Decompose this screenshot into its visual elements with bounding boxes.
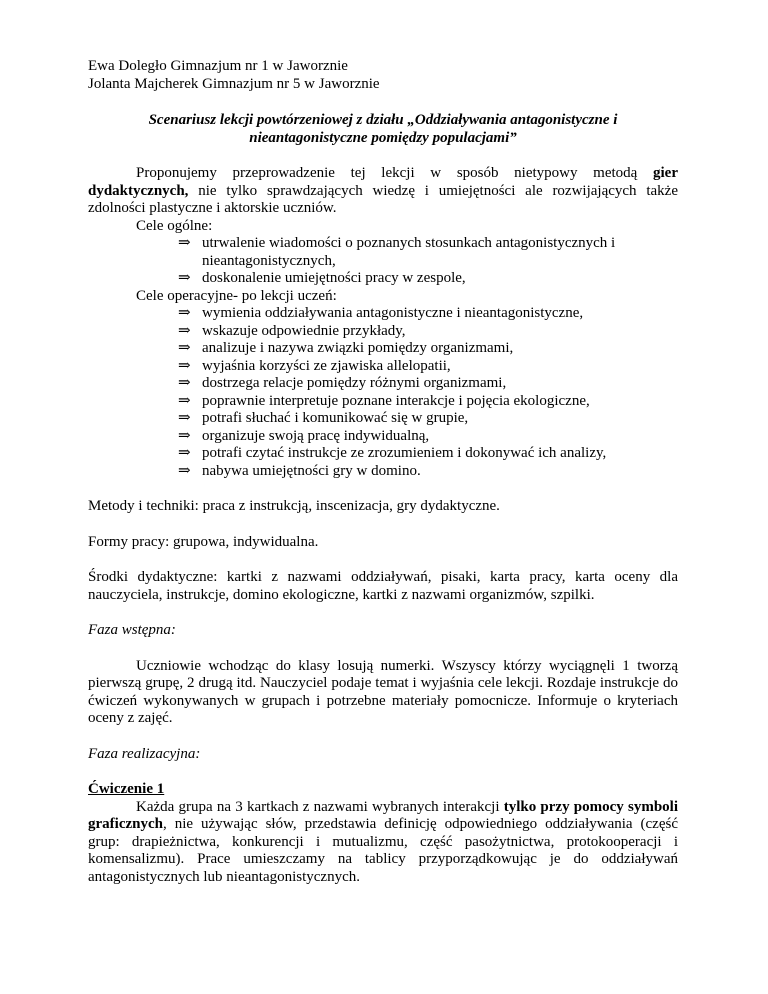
list-item bbox=[178, 410, 678, 428]
arrow-icon: ⇒ bbox=[178, 322, 191, 339]
list-item-text: organizuje swoją pracę indywidualną, bbox=[202, 427, 430, 444]
list-item bbox=[178, 393, 678, 411]
list-item-text: wskazuje odpowiednie przykłady, bbox=[202, 322, 406, 339]
exercise-1-bold-text: tylko przy pomocy symboli graficznych bbox=[88, 798, 678, 832]
list-item bbox=[178, 305, 678, 323]
list-item bbox=[178, 375, 678, 393]
arrow-icon: ⇒ bbox=[178, 340, 191, 356]
intro-paragraph bbox=[88, 165, 678, 218]
methods-line: Metody i techniki: praca z instrukcją, inscenizacja, gry dydaktyczne. bbox=[88, 498, 500, 514]
list-item bbox=[178, 463, 678, 481]
operational-goals-list bbox=[88, 305, 678, 480]
list-item-text: poprawnie interpretuje poznane interakcje i pojęcia ekologiczne, bbox=[202, 392, 590, 409]
list-item bbox=[178, 358, 678, 376]
exercise-1-text-1: Każda grupa na 3 kartkach z nazwami wybranych interakcji bbox=[136, 798, 504, 815]
materials-paragraph: Środki dydaktyczne: kartki z nazwami oddziaływań, pisaki, karta pracy, karta oceny dla nauczyciela, instrukcje, domino ekologiczne, kartki z nazwami organizmów, szpilki. bbox=[88, 569, 678, 603]
arrow-icon: ⇒ bbox=[178, 427, 191, 444]
general-goals-list bbox=[88, 235, 678, 288]
list-item bbox=[178, 235, 678, 270]
intro-text-1: Proponujemy przeprowadzenie tej lekcji w sposób nietypowy metodą bbox=[136, 165, 654, 181]
intro-phase-heading: Faza wstępna: bbox=[88, 622, 176, 638]
list-item bbox=[178, 270, 678, 288]
arrow-icon: ⇒ bbox=[178, 270, 191, 286]
arrow-icon: ⇒ bbox=[178, 305, 191, 321]
list-item bbox=[178, 340, 678, 358]
forms-line: Formy pracy: grupowa, indywidualna. bbox=[88, 533, 319, 550]
document-page bbox=[88, 58, 678, 886]
arrow-icon: ⇒ bbox=[178, 445, 191, 461]
list-item bbox=[178, 445, 678, 463]
exercise-1-paragraph bbox=[88, 799, 678, 887]
arrow-icon: ⇒ bbox=[178, 410, 191, 426]
arrow-icon: ⇒ bbox=[178, 357, 191, 374]
arrow-icon: ⇒ bbox=[178, 235, 191, 251]
list-item-text: utrwalenie wiadomości o poznanych stosunkach antagonistycznych i nieantagonistycznych, bbox=[202, 235, 616, 269]
author-line-1: Ewa Doległo Gimnazjum nr 1 w Jaworznie bbox=[88, 58, 348, 74]
list-item-text: potrafi czytać instrukcje ze zrozumieniem i dokonywać ich analizy, bbox=[202, 445, 607, 461]
exercise-1-heading: Ćwiczenie 1 bbox=[88, 781, 165, 797]
lesson-title: Scenariusz lekcji powtórzeniowej z działu „Oddziaływania antagonistyczne i nieantagonistyczne pomiędzy populacjami” bbox=[148, 112, 618, 146]
intro-phase-paragraph: Uczniowie wchodząc do klasy losują numerki. Wszyscy którzy wyciągnęli 1 tworzą pierwszą grupę, 2 drugą itd. Nauczyciel podaje temat i wyjaśnia cele lekcji. Rozdaje instrukcje do ćwiczeń wykonywanych w grupach i potrzebne materiały pomocnicze. Informuje o kryteriach oceny z zajęć. bbox=[88, 657, 678, 726]
intro-bold-text: gier dydaktycznych, bbox=[88, 165, 678, 199]
list-item-text: wyjaśnia korzyści ze zjawiska allelopatii, bbox=[202, 357, 451, 374]
realization-phase-heading: Faza realizacyjna: bbox=[88, 745, 201, 762]
exercise-1-text-2: , nie używając słów, przedstawia definicję odpowiedniego oddziaływania (część grup: drapieżnictwa, konkurencji i mutualizmu, część pasożytnictwa, protokooperacji i komensalizmu). Prace umieszczamy na tablicy przyporządkowując je do oddziaływań antagonistycznych lub nieantagonistycznych. bbox=[88, 816, 678, 885]
operational-goals-label: Cele operacyjne- po lekcji uczeń: bbox=[136, 287, 337, 304]
list-item bbox=[178, 323, 678, 341]
list-item bbox=[178, 428, 678, 446]
arrow-icon: ⇒ bbox=[178, 375, 191, 391]
arrow-icon: ⇒ bbox=[178, 392, 191, 409]
list-item-text: analizuje i nazywa związki pomiędzy organizmami, bbox=[202, 340, 514, 356]
arrow-icon: ⇒ bbox=[178, 462, 191, 479]
list-item-text: wymienia oddziaływania antagonistyczne i nieantagonistyczne, bbox=[202, 305, 584, 321]
list-item-text: dostrzega relacje pomiędzy różnymi organizmami, bbox=[202, 375, 507, 391]
list-item-text: doskonalenie umiejętności pracy w zespole, bbox=[202, 270, 466, 286]
intro-text-2: nie tylko sprawdzających wiedzę i umiejętności ale rozwijających także zdolności plastyczne i aktorskie uczniów. bbox=[88, 182, 678, 216]
general-goals-label: Cele ogólne: bbox=[136, 217, 213, 234]
author-line-2: Jolanta Majcherek Gimnazjum nr 5 w Jaworznie bbox=[88, 75, 380, 92]
list-item-text: potrafi słuchać i komunikować się w grupie, bbox=[202, 410, 469, 426]
list-item-text: nabywa umiejętności gry w domino. bbox=[202, 462, 421, 479]
